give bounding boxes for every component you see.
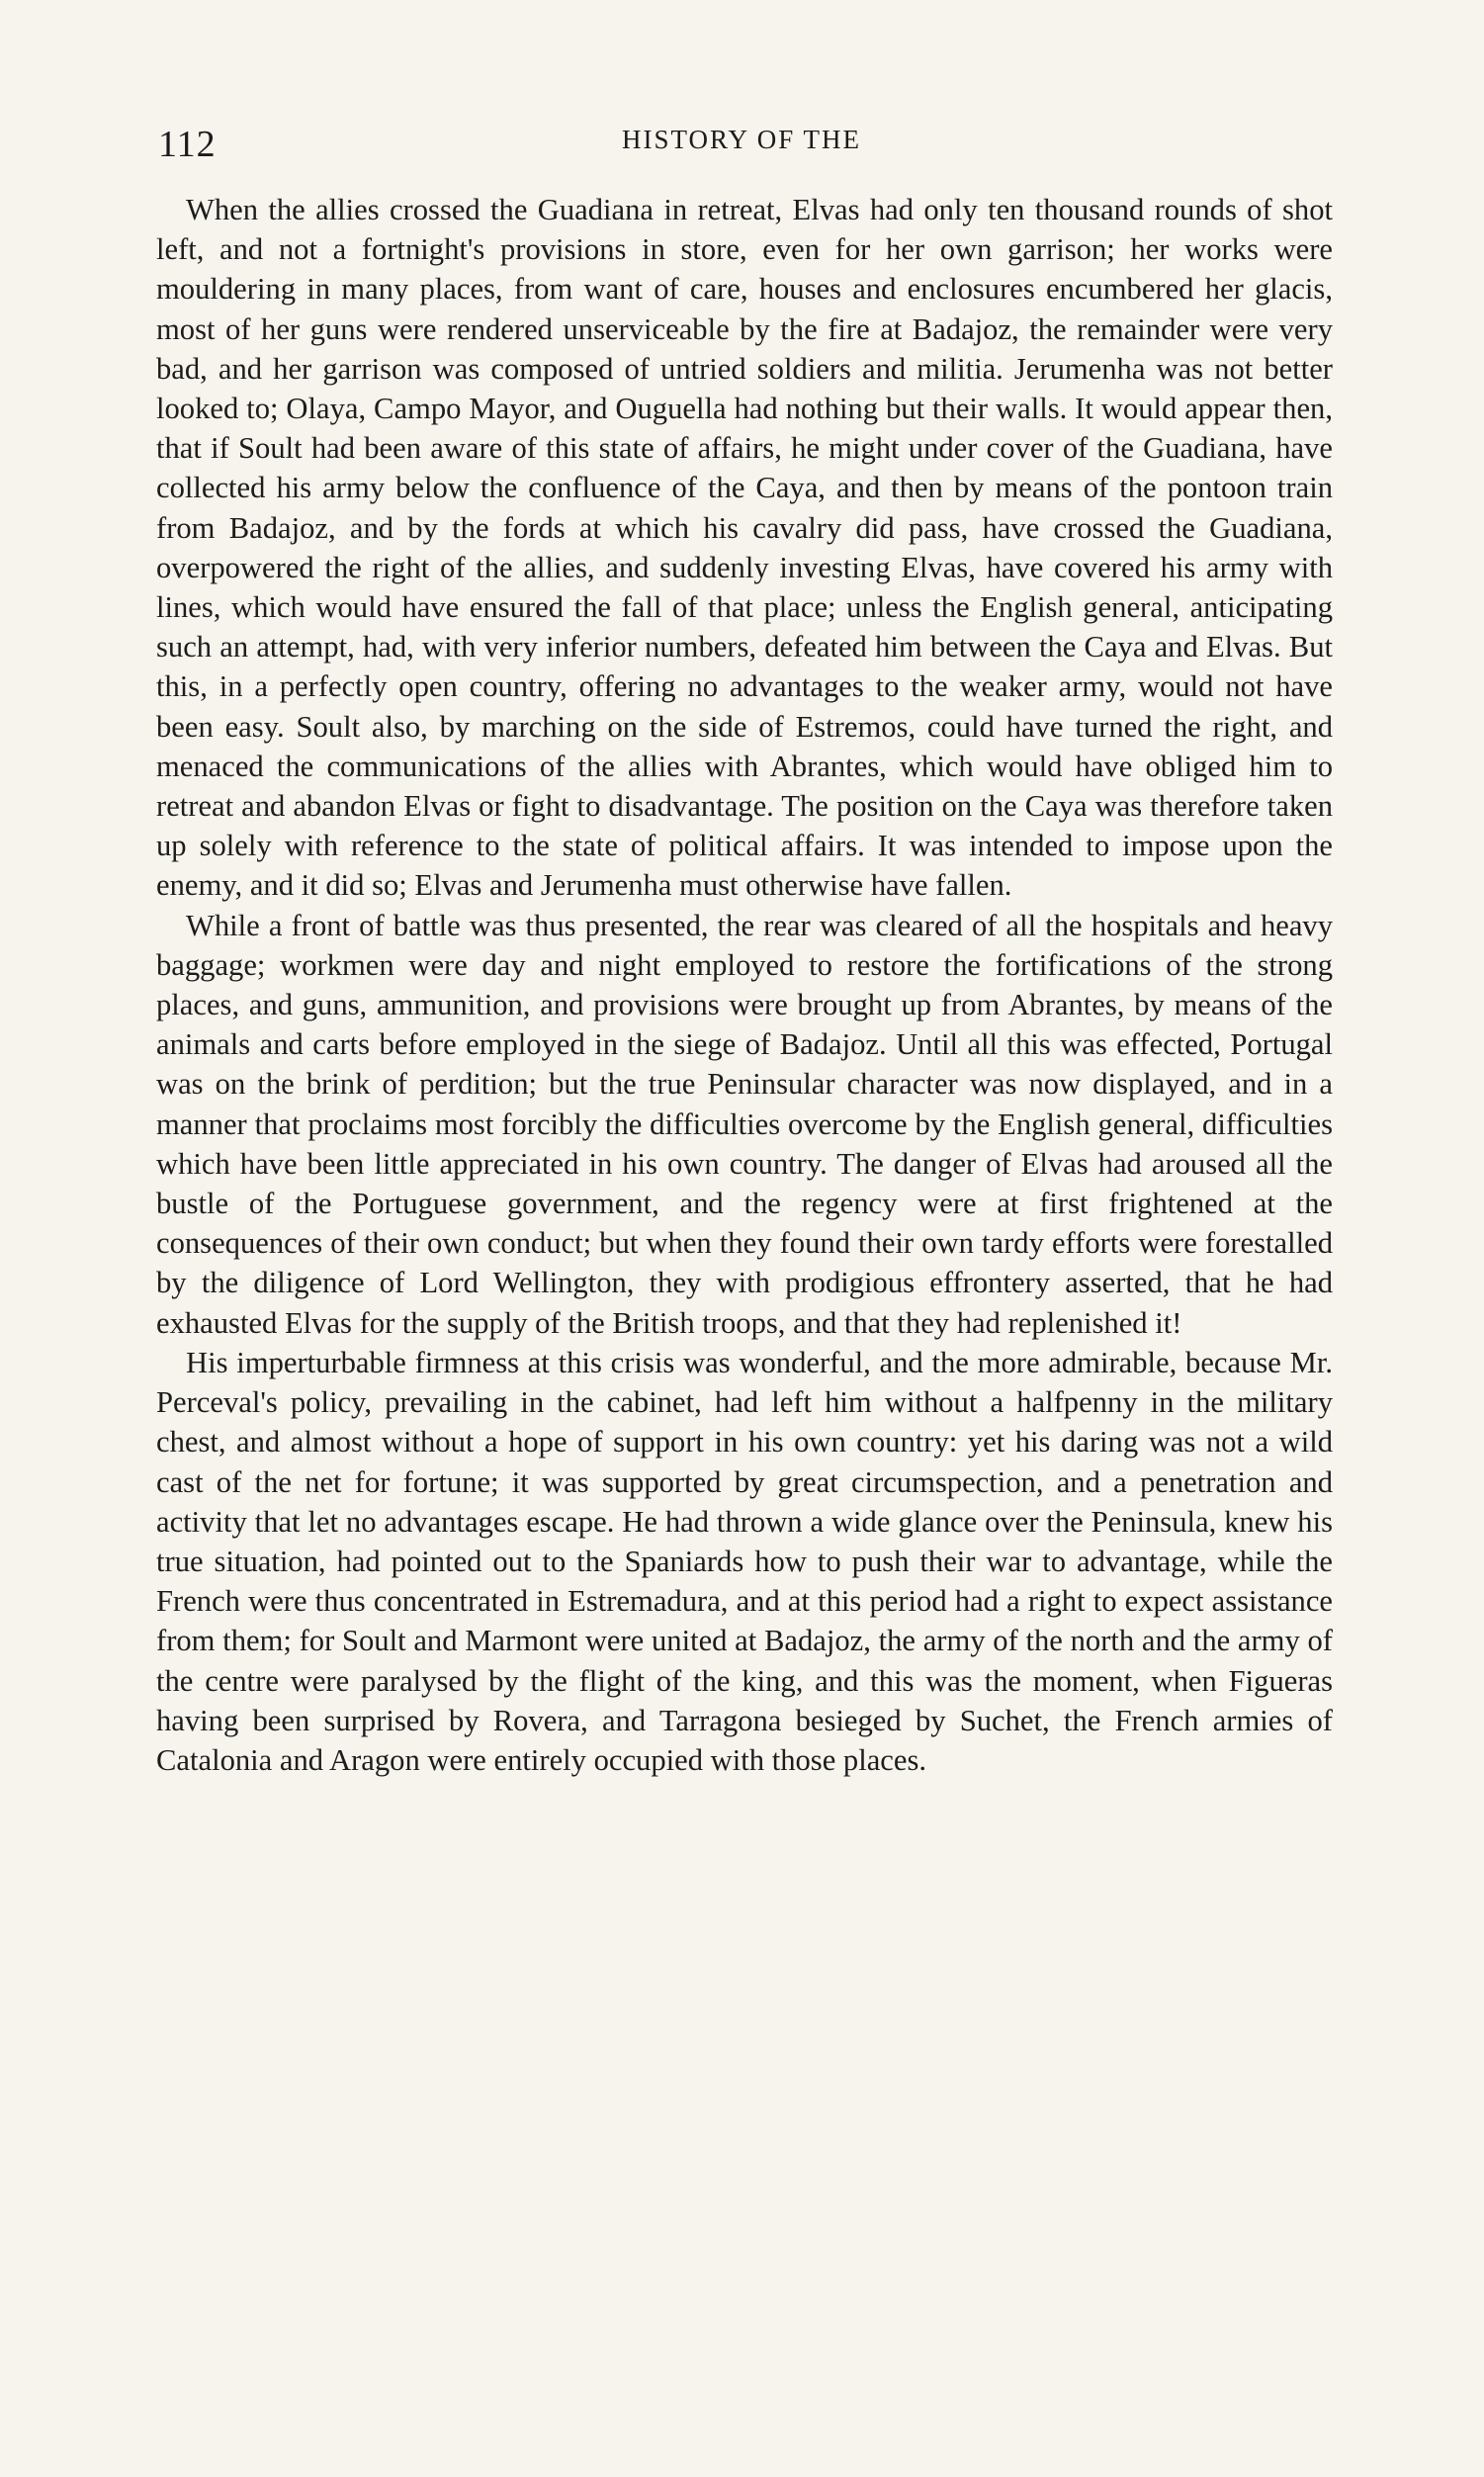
- running-title: HISTORY OF THE: [621, 125, 862, 154]
- paragraph-2: While a front of battle was thus presented, the rear was cleared of all the hospitals and heavy baggage; workmen were day and night employed to restore the fortifications of the strong places, and guns, ammunition, and provisions were brought up from Abrantes, by means of the animals and carts before employed in the siege of Badajoz. Until all this was effected, Portugal was on the brink of perdition; but the true Peninsular character was now displayed, and in a manner that proclaims most forcibly the difficulties overcome by the English general, difficulties which have been little appreciated in his own country. The danger of Elvas had aroused all the bustle of the Portuguese government, and the regency were at first frightened at the consequences of their own conduct; but when they found their own tardy efforts were forestalled by the diligence of Lord Wellington, they with prodigious effrontery asserted, that he had exhausted Elvas for the supply of the British troops, and that they had replenished it!: [156, 908, 1333, 1340]
- page-number: 112: [158, 124, 217, 165]
- running-head: [158, 119, 1325, 168]
- paragraph-3: His imperturbable firmness at this crisis was wonderful, and the more admirable, because Mr. Perceval's policy, prevailing in the cabinet, had left him without a halfpenny in the military chest, and almost without a hope of support in his own country: yet his daring was not a wild cast of the net for fortune; it was supported by great circumspection, and a penetration and activity that let no advantages escape. He had thrown a wide glance over the Peninsula, knew his true situation, had pointed out to the Spaniards how to push their war to advantage, while the French were thus concentrated in Estremadura, and at this period had a right to expect assistance from them; for Soult and Marmont were united at Badajoz, the army of the north and the army of the centre were paralysed by the flight of the king, and this was the moment, when Figueras having been surprised by Rovera, and Tarragona besieged by Suchet, the French armies of Catalonia and Aragon were entirely occupied with those places.: [156, 1345, 1333, 1777]
- body-text: [156, 190, 1333, 1780]
- paragraph-1: When the allies crossed the Guadiana in retreat, Elvas had only ten thousand rounds of shot left, and not a fortnight's provisions in store, even for her own garrison; her works were mouldering in many places, from want of care, houses and enclosures encumbered her glacis, most of her guns were rendered unserviceable by the fire at Badajoz, the remainder were very bad, and her garrison was composed of untried soldiers and militia. Jerumenha was not better looked to; Olaya, Campo Mayor, and Ouguella had nothing but their walls. It would appear then, that if Soult had been aware of this state of affairs, he might under cover of the Guadiana, have collected his army below the confluence of the Caya, and then by means of the pontoon train from Badajoz, and by the fords at which his cavalry did pass, have crossed the Guadiana, overpowered the right of the allies, and suddenly investing Elvas, have covered his army with lines, which would have ensured the fall of that place; unless the English general, anticipating such an attempt, had, with very inferior numbers, defeated him between the Caya and Elvas. But this, in a perfectly open country, offering no advantages to the weaker army, would not have been easy. Soult also, by marching on the side of Estremos, could have turned the right, and menaced the communications of the allies with Abrantes, which would have obliged him to retreat and abandon Elvas or fight to disadvantage. The position on the Caya was therefore taken up solely with reference to the state of political affairs. It was intended to impose upon the enemy, and it did so; Elvas and Jerumenha must otherwise have fallen.: [156, 193, 1333, 903]
